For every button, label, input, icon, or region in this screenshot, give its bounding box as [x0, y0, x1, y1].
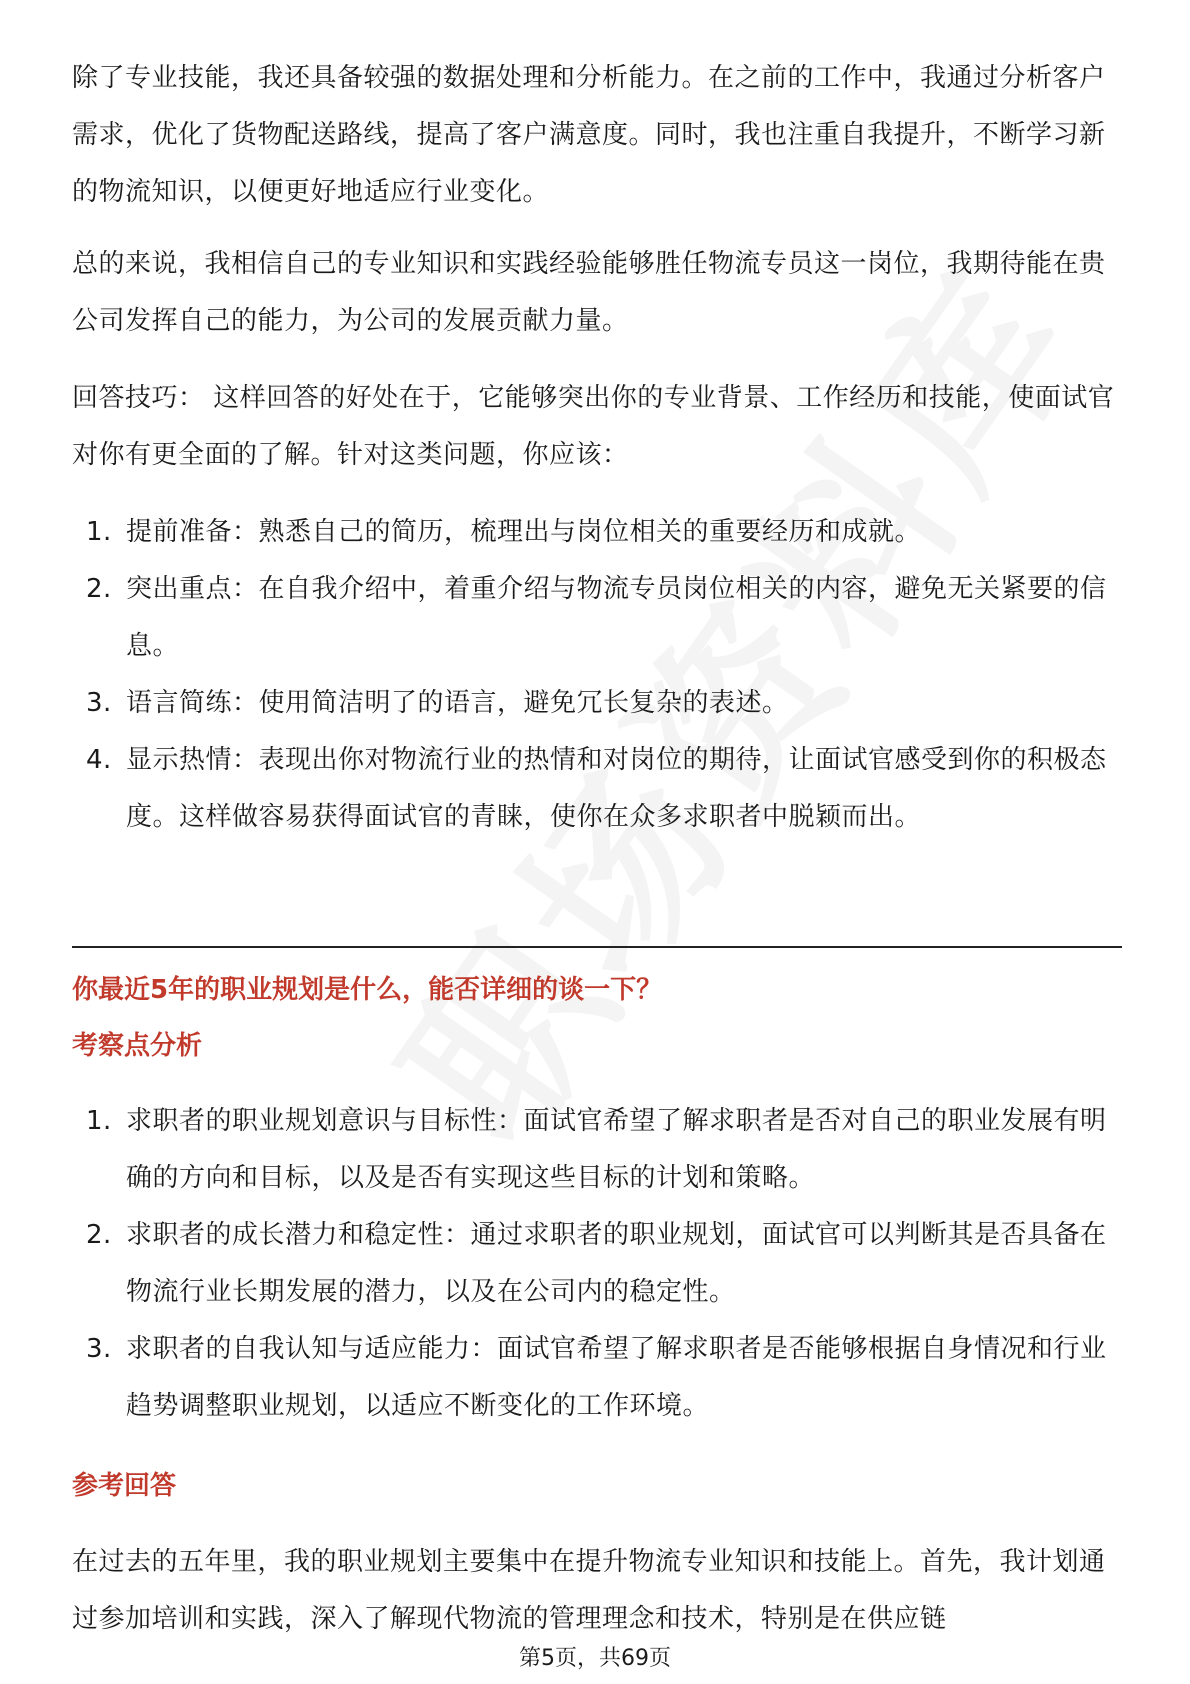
list-item	[72, 675, 1122, 732]
analysis-list	[72, 1093, 1122, 1435]
list-number: 1.	[86, 517, 112, 547]
list-item	[72, 1207, 1122, 1321]
list-text: 求职者的成长潜力和稳定性：通过求职者的职业规划，面试官可以判断其是否具备在物流行业长期发展的潜力，以及在公司内的稳定性。	[126, 1220, 1107, 1307]
answer-heading: 参考回答	[72, 1471, 177, 1501]
list-number: 1.	[86, 1106, 112, 1136]
section-divider	[72, 946, 1122, 948]
list-item	[72, 1093, 1122, 1207]
paragraph-answer-tips: 回答技巧： 这样回答的好处在于，它能够突出你的专业背景、工作经历和技能，使面试官对你有更全面的了解。针对这类问题，你应该：	[72, 383, 1115, 470]
paragraph-reference-answer: 在过去的五年里，我的职业规划主要集中在提升物流专业知识和技能上。首先，我计划通过参加培训和实践，深入了解现代物流的管理理念和技术，特别是在供应链	[72, 1547, 1106, 1634]
page-footer: 第5页，共69页	[519, 1646, 671, 1671]
list-item	[72, 1321, 1122, 1435]
list-text: 语言简练：使用简洁明了的语言，避免冗长复杂的表述。	[126, 688, 789, 718]
list-item	[72, 732, 1122, 846]
question-heading: 你最近5年的职业规划是什么，能否详细的谈一下？	[72, 975, 663, 1005]
list-item	[72, 561, 1122, 675]
list-item	[72, 504, 1122, 561]
paragraph-summary: 总的来说，我相信自己的专业知识和实践经验能够胜任物流专员这一岗位，我期待能在贵公司发挥自己的能力，为公司的发展贡献力量。	[72, 249, 1106, 336]
list-number: 2.	[86, 574, 112, 604]
list-number: 3.	[86, 1334, 112, 1364]
list-text: 提前准备：熟悉自己的简历，梳理出与岗位相关的重要经历和成就。	[126, 517, 922, 547]
paragraph-skills: 除了专业技能，我还具备较强的数据处理和分析能力。在之前的工作中，我通过分析客户需求，优化了货物配送路线，提高了客户满意度。同时，我也注重自我提升，不断学习新的物流知识，以便更好地适应行业变化。	[72, 63, 1106, 207]
list-text: 显示热情：表现出你对物流行业的热情和对岗位的期待，让面试官感受到你的积极态度。这样做容易获得面试官的青睐，使你在众多求职者中脱颖而出。	[126, 745, 1107, 832]
list-text: 突出重点：在自我介绍中，着重介绍与物流专员岗位相关的内容，避免无关紧要的信息。	[126, 574, 1107, 661]
list-number: 4.	[86, 745, 112, 775]
list-number: 3.	[86, 688, 112, 718]
list-text: 求职者的职业规划意识与目标性：面试官希望了解求职者是否对自己的职业发展有明确的方向和目标，以及是否有实现这些目标的计划和策略。	[126, 1106, 1107, 1193]
tips-list	[72, 504, 1122, 846]
analysis-heading: 考察点分析	[72, 1031, 203, 1061]
list-number: 2.	[86, 1220, 112, 1250]
list-text: 求职者的自我认知与适应能力：面试官希望了解求职者是否能够根据自身情况和行业趋势调整职业规划，以适应不断变化的工作环境。	[126, 1334, 1107, 1421]
